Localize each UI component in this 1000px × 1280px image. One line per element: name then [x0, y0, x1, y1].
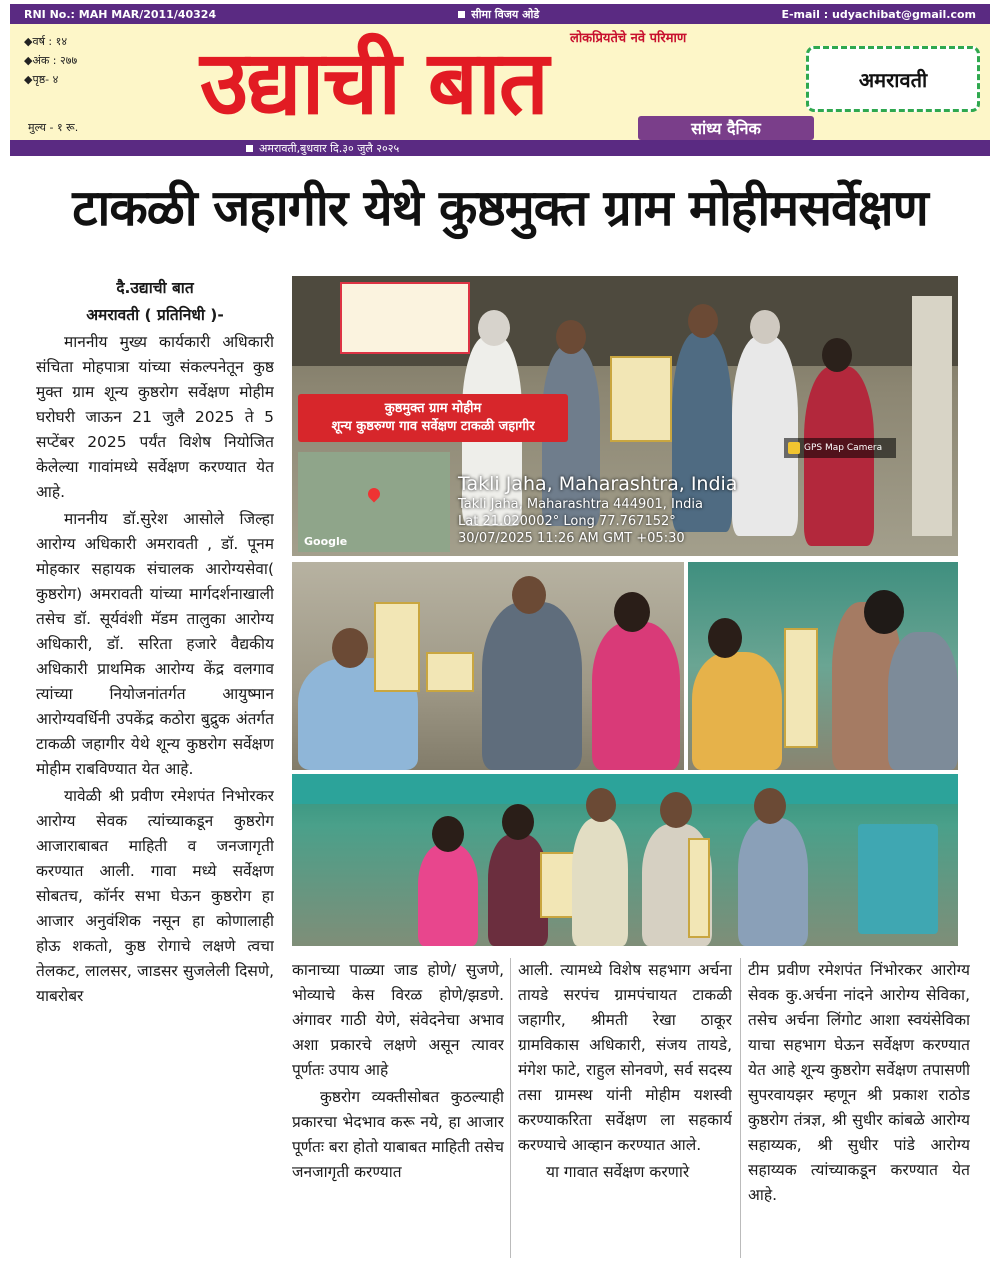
edition-type-badge: सांध्य दैनिक [638, 116, 814, 140]
tagline: लोकप्रियतेचे नवे परिमाण [570, 31, 687, 46]
campaign-banner-line-1: कुष्ठमुक्त ग्राम मोहीम [384, 401, 482, 416]
gps-address: Takli Jaha, Maharashtra 444901, India [458, 497, 703, 512]
gps-camera-icon [788, 442, 800, 454]
meta-year: ◆वर्ष : १४ [24, 35, 68, 48]
gps-place: Takli Jaha, Maharashtra, India [458, 473, 738, 495]
photo-house-visit [688, 562, 958, 770]
photo-awareness-meeting [292, 774, 958, 946]
editor-line [458, 7, 539, 22]
article-column-4 [748, 958, 970, 1258]
photo-poster-distribution [292, 562, 684, 770]
newspaper-logo: उद्याची बात [200, 30, 547, 134]
price: मुल्य - १ रू. [28, 121, 79, 134]
map-brand: Google [304, 535, 348, 548]
photo-survey-team-street [292, 276, 958, 556]
meta-issue: ◆अंक : २७७ [24, 54, 78, 67]
article-column-left [36, 276, 274, 1266]
wall-signboard [340, 282, 470, 354]
masthead [10, 24, 990, 140]
gps-overlay-info [458, 472, 798, 547]
dateline-bar [10, 140, 990, 156]
article-source: दै.उद्याची बात [116, 279, 194, 297]
dateline: अमरावती,बुधवार दि.३० जुलै २०२५ [259, 141, 400, 155]
paragraph-1: माननीय मुख्य कार्यकारी अधिकारी संचिता मोहपात्रा यांच्या संकल्पनेतून कुष्ठ मुक्त ग्राम शून्य कुष्ठरोग सर्वेक्षण मोहीम घरोघरी जाऊन 21 जुलै 2025 ते 5 सप्टेंबर 2025 पर्यंत विशेष नियोजित केलेल्या गावांमध्ये सर्वेक्षण करण्यात येत आहे. [36, 333, 274, 501]
paragraph-4: कानाच्या पाळ्या जाड होणे/ सुजणे, भोव्याचे केस विरळ होणे/झडणे. अंगावर गाठी येणे, संवेदनेचा अभाव अशा प्रकारचे लक्षणे असून त्यावर पूर्णतः उपाय आहे [292, 961, 504, 1079]
email-address: E-mail : udyachibat@gmail.com [781, 7, 976, 21]
paragraph-3: यावेळी श्री प्रवीण रमेशपंत निभोरकर आरोग्य सेवक त्यांच्याकडून कुष्ठरोग आजाराबाबत माहिती व जनजागृती करण्यात आली. गावा मध्ये सर्वेक्षण सोबतच, कॉर्नर सभा घेऊन कुष्ठरोग हा आजार अनुवंशिक नसून हा कोणालाही होऊ शकतो, कुष्ठ रोगाचे लक्षणे त्वचा तेलकट, लालसर, जाडसर सुजलेली दिसणे, याबरोबर [36, 787, 274, 1005]
gps-mini-map [298, 452, 450, 552]
paragraph-2: माननीय डॉ.सुरेश आसोले जिल्हा आरोग्य अधिकारी अमरावती , डॉ. पूनम मोहकार सहायक संचालक आरोग्यसेवा( कुष्ठरोग) अमरावती यांच्या मार्गदर्शनाखाली तसेच डॉ. सूर्यवंशी मॅडम तालुका आरोग्य अधिकारी, डॉ. सरिता हजारे वैद्यकीय अधिकारी प्राथमिक आरोग्य केंद्र वलगाव त्यांच्या नियोजनांतर्गत आयुष्मान आरोग्यवर्धिनी उपकेंद्र कठोरा बुद्रुक अंतर्गत टाकळी जहागीर येथे शून्य कुष्ठरोग सर्वेक्षण मोहीम राबविण्यात येत आहे. [36, 510, 274, 778]
paragraph-7: या गावात सर्वेक्षण करणारे [546, 1163, 690, 1181]
editor-name: सीमा विजय ओडे [471, 7, 540, 21]
paragraph-8: टीम प्रवीण रमेशपंत निंभोरकर आरोग्य सेवक कु.अर्चना नांदने आरोग्य सेविका, तसेच अर्चना लिंगोट आशा स्वयंसेविका याचा सहभाग घेऊन सर्वेक्षण करण्यात येत आहे शून्य कुष्ठरोग सर्वेक्षण तपासणी सुपरवायझर म्हणून श्री प्रकाश राठोड कुष्ठरोग तंत्रज्ञ, श्री सुधीर कांबळे आरोग्य सहाय्यक, श्री सुधीर पांडे आरोग्य सहाय्यक त्यांच्याकडून करण्यात येत आहे. [748, 961, 970, 1204]
gps-app-tag [784, 438, 896, 458]
issue-meta [24, 32, 77, 89]
article-column-2 [292, 958, 504, 1258]
paragraph-6: आली. त्यामध्ये विशेष सहभाग अर्चना तायडे सरपंच ग्रामपंचायत टाकळी जहागीर, श्रीमती रेखा ठाकूर ग्रामविकास अधिकारी, संजय तायडे, मंगेश फाटे, राहुल सोनवणे, सर्व सदस्य तसा ग्रामस्थ यांनी मोहीम यशस्वी करण्याकरिता सर्वेक्षण ला सहकार्य करण्याचे आव्हान करण्यात आले. [518, 961, 732, 1154]
city-edition-box: अमरावती [806, 46, 980, 112]
meta-pages: ◆पृष्ठ- ४ [24, 73, 59, 86]
article-headline: टाकळी जहागीर येथे कुष्ठमुक्त ग्राम मोहीमसर्वेक्षण [72, 179, 928, 237]
square-bullet-icon [246, 145, 253, 152]
gps-coords: Lat 21.020002° Long 77.767152° [458, 514, 676, 529]
column-divider [510, 958, 511, 1258]
column-divider [740, 958, 741, 1258]
article-byline: अमरावती ( प्रतिनिधी )- [86, 306, 224, 324]
map-pin-icon [366, 486, 383, 503]
rni-number: RNI No.: MAH MAR/2011/40324 [24, 7, 217, 21]
campaign-banner-line-2: शून्य कुष्ठरुग्ण गाव सर्वेक्षण टाकळी जहागीर [331, 419, 535, 434]
campaign-banner [298, 394, 568, 442]
gps-app-name: GPS Map Camera [804, 443, 883, 453]
article-column-3 [518, 958, 732, 1258]
masthead-top-bar [10, 4, 990, 24]
paragraph-5: कुष्ठरोग व्यक्तीसोबत कुठल्याही प्रकारचा भेदभाव करू नये, हा आजार पूर्णतः बरा होतो याबाबत माहिती तसेच जनजागृती करण्यात [292, 1088, 504, 1181]
square-bullet-icon [458, 11, 465, 18]
gps-time: 30/07/2025 11:26 AM GMT +05:30 [458, 531, 685, 546]
